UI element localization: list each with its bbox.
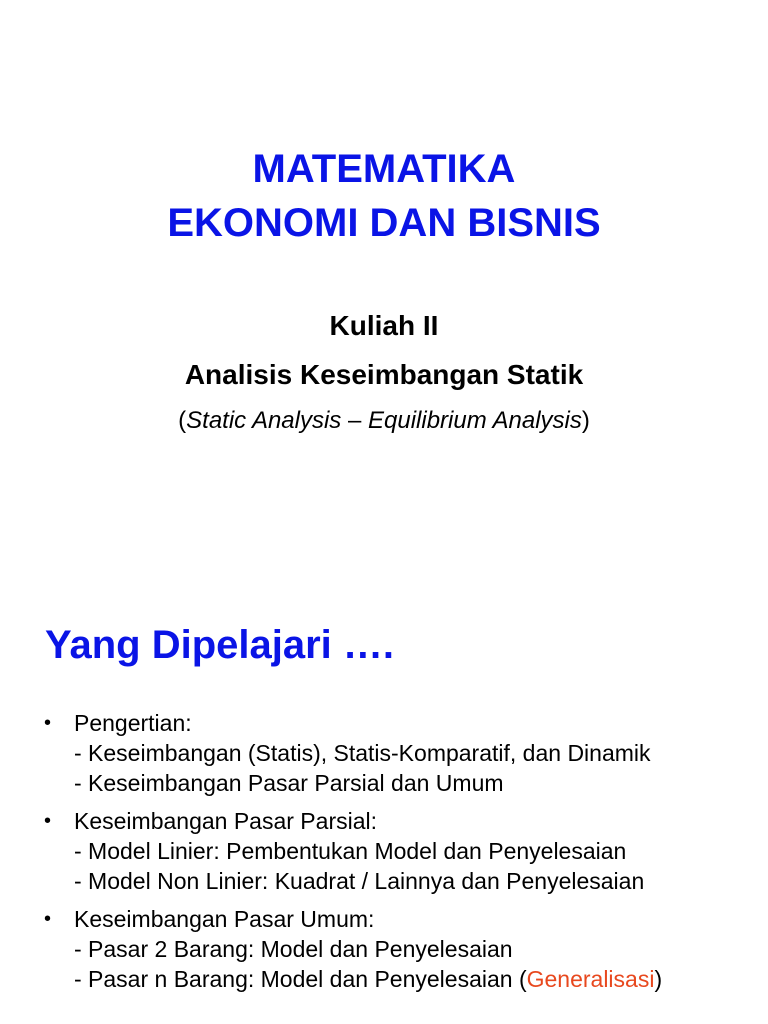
bullet-subline: - Model Non Linier: Kuadrat / Lainnya dan Penyelesaian xyxy=(74,868,645,894)
topics-slide xyxy=(0,576,768,1024)
lecture-number: Kuliah II xyxy=(329,310,439,341)
bullet-subline: - Keseimbangan (Statis), Statis-Komparatif, dan Dinamik xyxy=(74,740,651,766)
bullet-title: Pengertian: xyxy=(74,710,192,736)
bullet-title: Keseimbangan Pasar Umum: xyxy=(74,906,375,932)
static-analysis-text: Static Analysis xyxy=(186,407,342,434)
section-heading: Yang Dipelajari …. xyxy=(45,623,395,667)
bullet-subline-text: - Pasar n Barang: Model dan Penyelesaian ( xyxy=(74,966,527,992)
dash-separator: – xyxy=(341,407,368,434)
paren-close: ) xyxy=(581,407,590,434)
highlight-close-paren: ) xyxy=(654,966,663,992)
bullet-subline-with-highlight xyxy=(74,964,764,994)
bullet-subline: - Model Linier: Pembentukan Model dan Penyelesaian xyxy=(74,838,627,864)
bullet-subline: - Keseimbangan Pasar Parsial dan Umum xyxy=(74,770,504,796)
bullet-icon: • xyxy=(44,712,52,734)
topics-list xyxy=(44,708,764,1002)
main-title-line-1: MATEMATIKA xyxy=(252,147,516,191)
equilibrium-analysis-text: Equilibrium Analysis xyxy=(368,407,582,434)
lecture-topic: Analisis Keseimbangan Statik xyxy=(184,359,584,390)
lecture-english-subtitle xyxy=(0,405,768,437)
list-item xyxy=(44,904,764,994)
paren-open: ( xyxy=(178,407,187,434)
bullet-icon: • xyxy=(44,810,52,832)
list-item xyxy=(44,806,764,896)
generalisasi-highlight: Generalisasi xyxy=(526,966,655,992)
bullet-icon: • xyxy=(44,908,52,930)
main-title-line-2: EKONOMI DAN BISNIS xyxy=(167,201,601,245)
bullet-subline: - Pasar 2 Barang: Model dan Penyelesaian xyxy=(74,936,513,962)
bullet-title: Keseimbangan Pasar Parsial: xyxy=(74,808,377,834)
list-item xyxy=(44,708,764,798)
